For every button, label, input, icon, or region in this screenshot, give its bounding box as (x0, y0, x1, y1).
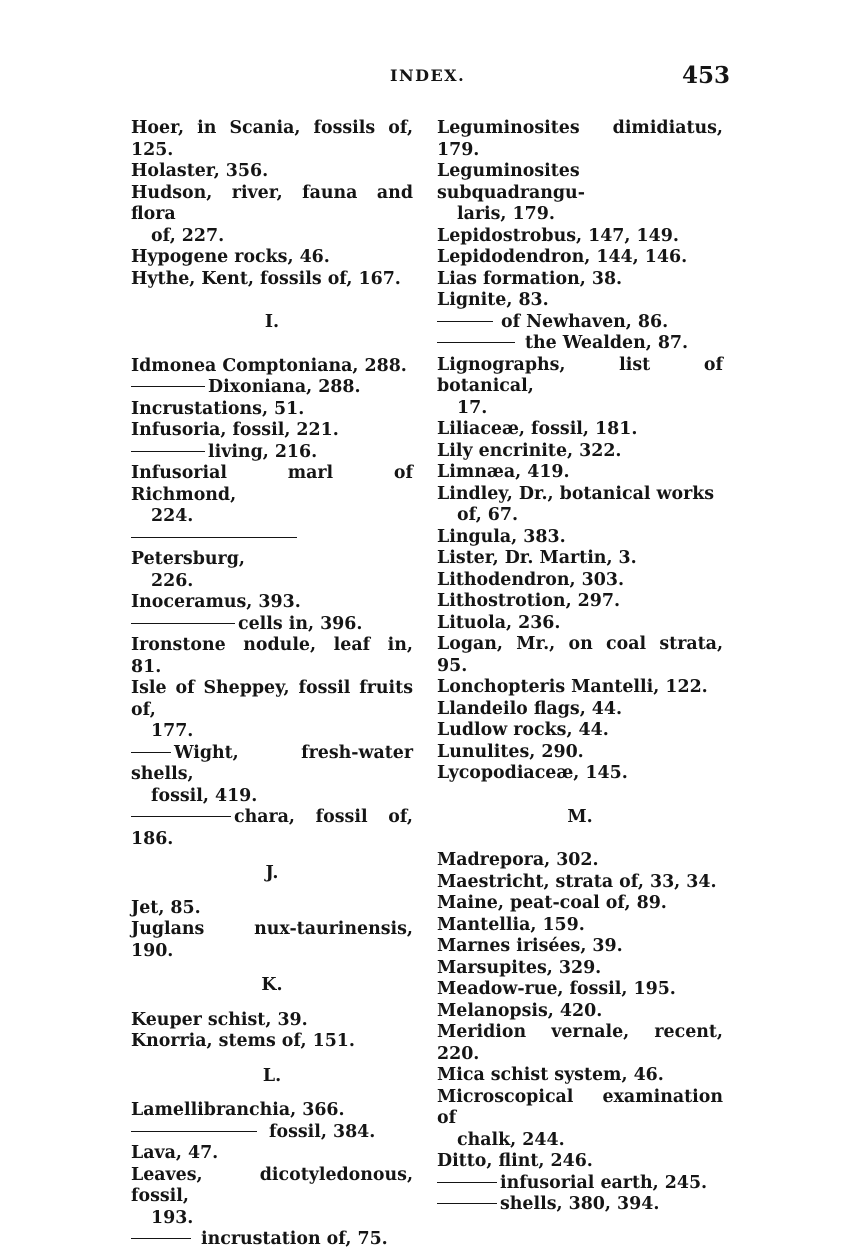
index-entry: Ludlow rocks, 44. (437, 720, 609, 740)
index-entry: Incrustations, 51. (131, 398, 305, 419)
section-letter-m: M. (567, 806, 593, 827)
left-column (131, 118, 413, 1251)
index-subentry: cells in, 396. (131, 614, 413, 636)
index-entry: Madrepora, 302. (437, 850, 599, 870)
index-subentry: Wight, fresh-water shells, (131, 742, 413, 784)
index-subentry: of Newhaven, 86. (437, 312, 723, 334)
index-entry-continuation: 193. (151, 1207, 194, 1228)
index-subentry: infusorial earth, 245. (437, 1173, 723, 1195)
index-entry: Hypogene rocks, 46. (131, 247, 330, 267)
index-entry: Melanopsis, 420. (437, 1000, 603, 1021)
index-entry: Inoceramus, 393. (131, 592, 301, 612)
index-subentry: living, 216. (131, 442, 413, 464)
section-letter-l: L. (262, 1065, 282, 1086)
index-entry: Lonchopteris Mantelli, 122. (437, 677, 708, 697)
index-entry: Isle of Sheppey, fossil fruits of, (131, 678, 413, 720)
right-column (437, 118, 723, 1216)
index-entry: Hoer, in Scania, fossils of, 125. (131, 118, 413, 160)
index-entry: Lepidodendron, 144, 146. (437, 247, 688, 267)
section-letter-i: I. (264, 312, 280, 332)
index-entry-continuation: 177. (151, 721, 194, 741)
index-entry: Infusoria, fossil, 221. (131, 420, 339, 440)
index-entry: Logan, Mr., on coal strata, 95. (437, 634, 723, 676)
index-entry: Lamellibranchia, 366. (131, 1100, 345, 1120)
index-entry: Mica schist system, 46. (437, 1065, 664, 1085)
index-entry: Lister, Dr. Martin, 3. (437, 548, 637, 568)
index-entry: Lithostrotion, 297. (437, 591, 621, 611)
index-entry: Ironstone nodule, leaf in, 81. (131, 635, 413, 677)
index-entry: Hudson, river, fauna and flora (131, 182, 413, 224)
index-subentry: Petersburg, (131, 528, 413, 571)
index-entry: Liliaceæ, fossil, 181. (437, 419, 638, 439)
index-entry: Lunulites, 290. (437, 741, 584, 762)
index-entry: Marnes irisées, 39. (437, 936, 623, 956)
index-entry: Lily encrinite, 322. (437, 440, 622, 461)
index-subentry: Dixoniana, 288. (131, 377, 413, 399)
index-subentry: fossil, 384. (131, 1122, 413, 1144)
index-entry: Lias formation, 38. (437, 268, 623, 289)
index-entry: Infusorial marl of Richmond, (131, 463, 413, 505)
index-entry: Ditto, flint, 246. (437, 1151, 593, 1171)
index-entry: Mantellia, 159. (437, 914, 585, 935)
index-entry: Maine, peat-coal of, 89. (437, 893, 667, 913)
index-entry: Marsupites, 329. (437, 957, 602, 978)
index-subentry: chara, fossil of, 186. (131, 807, 413, 849)
index-entry: Llandeilo flags, 44. (437, 698, 623, 719)
index-entry: Hythe, Kent, fossils of, 167. (131, 268, 401, 289)
index-entry: Idmonea Comptoniana, 288. (131, 355, 407, 376)
index-subentry: shells, 380, 394. (437, 1194, 723, 1216)
index-entry-continuation: laris, 179. (457, 204, 555, 224)
index-entry: Lepidostrobus, 147, 149. (437, 225, 679, 246)
index-entry: Leaves, dicotyledonous, fossil, (131, 1164, 413, 1206)
index-entry: Lindley, Dr., botanical works (437, 483, 715, 504)
index-entry: Lava, 47. (131, 1143, 219, 1163)
section-letter-k: K. (261, 975, 283, 995)
index-entry: Leguminosites subquadrangu- (437, 161, 585, 203)
index-entry: Jet, 85. (131, 897, 201, 918)
index-entry: Knorria, stems of, 151. (131, 1031, 355, 1051)
index-entry: Lituola, 236. (437, 612, 561, 633)
index-subentry: the Wealden, 87. (437, 333, 723, 355)
index-entry-continuation: of, 227. (151, 225, 225, 246)
index-subentry: incrustation of, 75. (131, 1229, 413, 1251)
page-title: INDEX. (390, 66, 466, 85)
index-entry-continuation: of, 67. (457, 505, 519, 525)
index-entry: Lingula, 383. (437, 526, 566, 547)
index-entry: Lithodendron, 303. (437, 569, 625, 590)
index-entry: Holaster, 356. (131, 161, 269, 181)
index-entry-continuation: fossil, 419. (151, 785, 258, 806)
page-number: 453 (682, 62, 731, 89)
index-entry: Meridion vernale, recent, 220. (437, 1022, 723, 1064)
index-entry: Leguminosites dimidiatus, 179. (437, 118, 723, 160)
running-head (0, 62, 850, 92)
index-entry-continuation: chalk, 244. (457, 1129, 565, 1150)
index-entry: Microscopical examination of (437, 1086, 723, 1128)
index-entry: Lycopodiaceæ, 145. (437, 763, 628, 783)
index-entry: Meadow-rue, fossil, 195. (437, 979, 676, 999)
index-entry-continuation: 224. (151, 506, 194, 526)
index-entry: Lignographs, list of botanical, (437, 354, 723, 396)
index-entry: Juglans nux-taurinensis, 190. (131, 919, 413, 961)
index-entry-continuation: 226. (151, 570, 194, 591)
index-entry-continuation: 17. (457, 397, 488, 418)
index-entry: Maestricht, strata of, 33, 34. (437, 871, 717, 892)
index-entry: Keuper schist, 39. (131, 1009, 308, 1030)
index-entry: Limnæa, 419. (437, 462, 570, 482)
index-entry: Lignite, 83. (437, 290, 549, 310)
section-letter-j: J. (265, 863, 279, 883)
